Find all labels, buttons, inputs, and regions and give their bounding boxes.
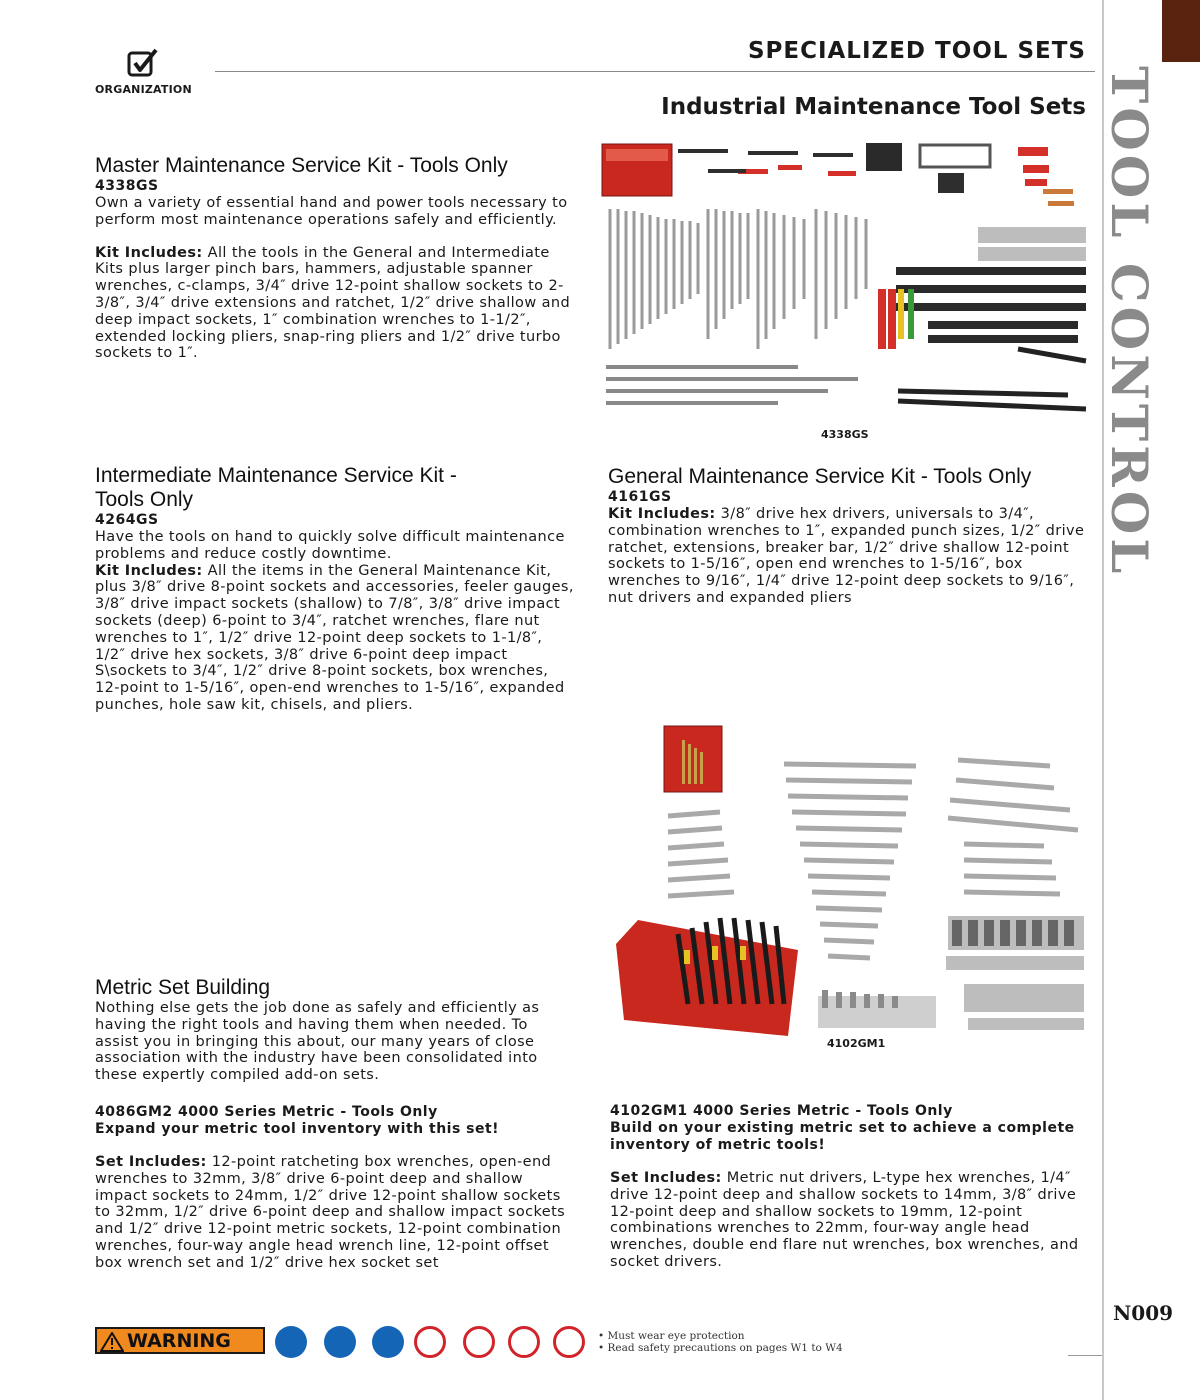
metric-set-b-tagline: Build on your existing metric set to achieve a complete inventory of metric tools! xyxy=(610,1120,1075,1153)
read-manual-icon xyxy=(372,1326,404,1358)
metric-set-photo xyxy=(608,714,1090,1036)
metric-title: Metric Set Building xyxy=(95,976,271,999)
eye-protection-icon xyxy=(275,1326,307,1358)
page-number: N009 xyxy=(1113,1301,1174,1325)
general-kit-includes: Kit Includes: 3/8″ drive hex drivers, universals to 3/4″, combination wrenches to 1″, expanded punch sizes, 1/2″ drive ratchet, extensions, breaker bar, 1/2″ drive shallow 12-point sockets to 1-5/16″, open end wrenches to 1-5/16″, box wrenches to 9/16″, 1/4″ drive 12-point deep sockets to 9/16″, nut drivers and expanded pliers xyxy=(608,506,1085,606)
section-title: SPECIALIZED TOOL SETS xyxy=(747,38,1086,64)
checkbox-check-icon xyxy=(127,48,159,78)
side-title: TOOL CONTROL xyxy=(1100,66,1159,578)
intermediate-kit-code: 4264GS xyxy=(95,512,159,528)
safety-note-1: • Must wear eye protection xyxy=(598,1330,745,1342)
page-number-rule xyxy=(1068,1355,1102,1356)
warning-triangle-icon xyxy=(100,1332,124,1352)
warning-badge xyxy=(95,1327,265,1354)
page-subtitle: Industrial Maintenance Tool Sets xyxy=(661,94,1086,120)
intermediate-kit-title-2: Tools Only xyxy=(95,488,194,511)
metric-set-b-heading: 4102GM1 4000 Series Metric - Tools Only xyxy=(610,1103,953,1119)
master-kit-caption: 4338GS xyxy=(821,428,869,441)
master-kit-includes: Kit Includes: All the tools in the General and Intermediate Kits plus larger pinch bars, hammers, adjustable spanner wrenches, c-clamps, 3/4″ drive 12-point shallow sockets to 2-3/8″, 3/4″ drive extensions and ratchet, 1/2″ drive shallow and deep impact sockets, 1″ combination wrenches to 1-1/2″, extended locking pliers, snap-ring pliers and 1/2″ drive turbo sockets to 1″. xyxy=(95,244,571,362)
metric-set-a-includes: Set Includes: 12-point ratcheting box wrenches, open-end wrenches to 32mm, 3/8″ drive 6-point deep and shallow impact sockets to 24mm, 1/2″ drive 12-point shallow sockets to 32mm, 1/2″ drive 6-point deep and shallow impact sockets and 1/2″ drive 12-point metric sockets, 12-point combination wrenches, four-way angle head wrench line, 12-point offset box wrench set and 1/2″ drive hex socket set xyxy=(95,1154,566,1271)
intermediate-kit-includes: Kit Includes: All the items in the General Maintenance Kit, plus 3/8″ drive 8-point sockets and accessories, feeler gauges, 3/8″ drive impact sockets (shallow) to 7/8″, 3/8″ drive impact sockets (deep) 6-point to 3/4″, ratchet wrenches, flare nut wrenches to 1″, 1/2″ drive 12-point deep sockets to 1-1/8″, 1/2″ drive hex sockets, 3/8″ drive 6-point deep impact S\sockets to 3/4″, 1/2″ drive 8-point sockets, box wrenches, 12-point to 1-5/16″, open-end wrenches to 1-5/16″, expanded punches, hole saw kit, chisels, and pliers. xyxy=(95,562,574,713)
general-kit-title: General Maintenance Service Kit - Tools Only xyxy=(608,465,1032,488)
intermediate-kit-block xyxy=(95,464,575,714)
metric-intro-block xyxy=(95,976,575,1084)
master-kit-title: Master Maintenance Service Kit - Tools Only xyxy=(95,154,508,177)
master-kit-description: Own a variety of essential hand and power tools necessary to perform most maintenance operations safely and efficiently. xyxy=(95,195,568,228)
no-overload-icon xyxy=(553,1326,585,1358)
master-kit-block xyxy=(95,154,575,362)
general-kit-code: 4161GS xyxy=(608,489,672,505)
no-prying-icon xyxy=(508,1326,540,1358)
section-tab xyxy=(1162,0,1200,62)
master-kit-photo xyxy=(598,139,1090,422)
general-kit-block xyxy=(608,465,1088,607)
gloves-icon xyxy=(324,1326,356,1358)
safety-notes xyxy=(598,1330,843,1354)
master-kit-code: 4338GS xyxy=(95,178,159,194)
no-extension-icon xyxy=(463,1326,495,1358)
header-rule xyxy=(215,71,1095,72)
metric-set-caption: 4102GM1 xyxy=(827,1037,886,1050)
safety-note-2: • Read safety precautions on pages W1 to W4 xyxy=(598,1342,843,1354)
metric-set-a-tagline: Expand your metric tool inventory with this set! xyxy=(95,1121,500,1137)
metric-set-a-heading: 4086GM2 4000 Series Metric - Tools Only xyxy=(95,1104,438,1120)
metric-set-b-block xyxy=(610,1103,1090,1271)
metric-description: Nothing else gets the job done as safely and efficiently as having the right tools and having them when needed. To assist you in bringing this about, our many years of close association with the industry have been consolidated into these expertly compiled add-on sets. xyxy=(95,1000,540,1084)
warning-label: WARNING xyxy=(127,1330,231,1352)
intermediate-kit-description: Have the tools on hand to quickly solve difficult maintenance problems and reduce costly downtime. xyxy=(95,529,565,562)
metric-set-b-includes: Set Includes: Metric nut drivers, L-type hex wrenches, 1/4″ drive 12-point deep and shallow sockets to 14mm, 3/8″ drive 12-point deep and shallow sockets to 19mm, 12-point combinations wrenches to 22mm, four-way angle head wrenches, double end flare nut wrenches, box wrenches, and socket drivers. xyxy=(610,1170,1079,1270)
intermediate-kit-title-1: Intermediate Maintenance Service Kit - xyxy=(95,464,457,487)
organization-label: ORGANIZATION xyxy=(95,83,192,96)
no-striking-icon xyxy=(414,1326,446,1358)
metric-set-a-block xyxy=(95,1104,575,1272)
